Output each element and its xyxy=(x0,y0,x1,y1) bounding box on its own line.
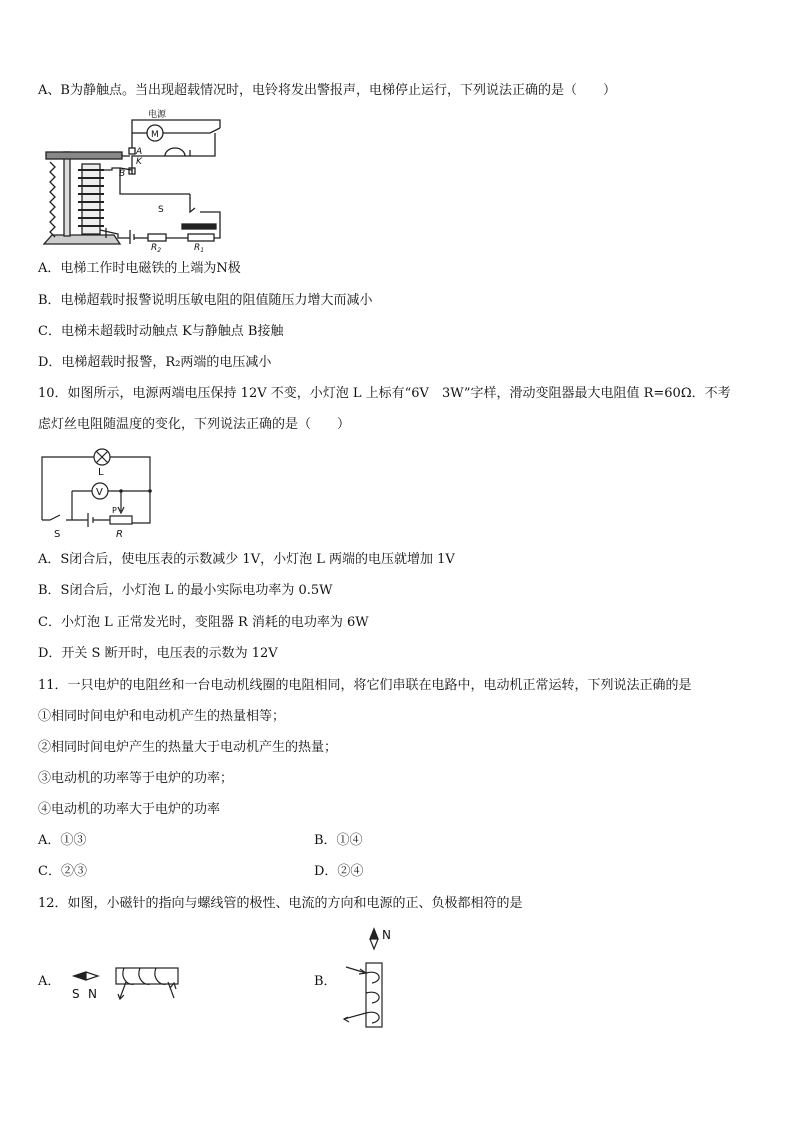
q9-elevator-alarm-circuit-figure xyxy=(40,108,225,254)
q9-contact-k-label: K xyxy=(136,157,142,167)
q10-option-c[interactable]: C．小灯泡 L 正常发光时，变阻器 R 消耗的电功率为 6W xyxy=(38,615,369,630)
q12-option-b-label[interactable]: B． xyxy=(314,974,337,989)
q9-power-label: 电源 xyxy=(148,110,167,120)
q11-stem: 11．一只电炉的电阻丝和一台电动机线圈的电阻相同，将它们串联在电路中，电动机正常运转，下列说法正确的是 xyxy=(38,678,692,693)
q12-option-a-label[interactable]: A． xyxy=(38,974,61,989)
q9-option-a[interactable]: A．电梯工作时电磁铁的上端为N极 xyxy=(38,261,241,276)
q9-contact-a-label: A xyxy=(136,147,143,157)
q9-r2-label: $R_2$ xyxy=(151,243,162,254)
q11-statement-4: ④电动机的功率大于电炉的功率 xyxy=(38,802,221,817)
q9-option-d[interactable]: D．电梯超载时报警，R₂两端的电压减小 xyxy=(38,355,272,370)
q11-statement-2: ②相同时间电炉产生的热量大于电动机产生的热量； xyxy=(38,740,338,755)
q12-option-b-solenoid-figure xyxy=(340,925,410,1035)
q9-contact-b-label: B xyxy=(119,169,126,179)
q12-needle-a-n-label: N xyxy=(88,987,97,1001)
q11-statement-1: ①相同时间电炉和电动机产生的热量相等； xyxy=(38,709,286,724)
q10-lamp-voltmeter-circuit-figure xyxy=(36,445,156,541)
q11-option-d[interactable]: D．②④ xyxy=(314,864,364,879)
q10-rheostat-r-label: R xyxy=(116,529,123,540)
q9-r1-label: $R_1$ xyxy=(194,243,205,254)
q10-option-a[interactable]: A．S闭合后，使电压表的示数减少 1V，小灯泡 L 两端的电压就增加 1V xyxy=(38,552,455,567)
q9-motor-label: M xyxy=(151,130,159,140)
q10-stem-line2: 虑灯丝电阻随温度的变化，下列说法正确的是（ ） xyxy=(38,417,351,432)
q10-voltmeter-label: V xyxy=(96,487,103,498)
q12-option-a-solenoid-figure xyxy=(68,958,188,1004)
q10-lamp-label: L xyxy=(98,467,104,478)
q11-option-a[interactable]: A．①③ xyxy=(38,833,87,848)
q10-stem-line1: 10．如图所示，电源两端电压保持 12V 不变，小灯泡 L 上标有“6V 3W”字样，滑动变阻器最大电阻值 R=60Ω．不考 xyxy=(38,386,731,401)
q10-switch-s-label: S xyxy=(54,529,61,540)
q11-statement-3: ③电动机的功率等于电炉的功率； xyxy=(38,771,234,786)
q12-needle-a-s-label: S xyxy=(72,987,80,1001)
q12-needle-b-n-label: N xyxy=(382,928,391,942)
q11-option-b[interactable]: B．①④ xyxy=(314,833,363,848)
q10-option-b[interactable]: B．S闭合后，小灯泡 L 的最小实际电功率为 0.5W xyxy=(38,583,333,598)
q9-option-b[interactable]: B．电梯超载时报警说明压敏电阻的阻值随压力增大而减小 xyxy=(38,293,373,308)
q11-option-c[interactable]: C．②③ xyxy=(38,864,87,879)
q9-option-c[interactable]: C．电梯未超载时动触点 K与静触点 B接触 xyxy=(38,324,284,339)
q10-slider-p-label: P xyxy=(112,506,117,515)
q10-option-d[interactable]: D．开关 S 断开时，电压表的示数为 12V xyxy=(38,646,278,661)
q9-stem: A、B为静触点。当出现超载情况时，电铃将发出警报声，电梯停止运行，下列说法正确的是（ ） xyxy=(38,83,616,98)
q12-stem: 12．如图，小磁针的指向与螺线管的极性、电流的方向和电源的正、负极都相符的是 xyxy=(38,896,523,911)
q9-switch-s-label: S xyxy=(158,205,164,215)
